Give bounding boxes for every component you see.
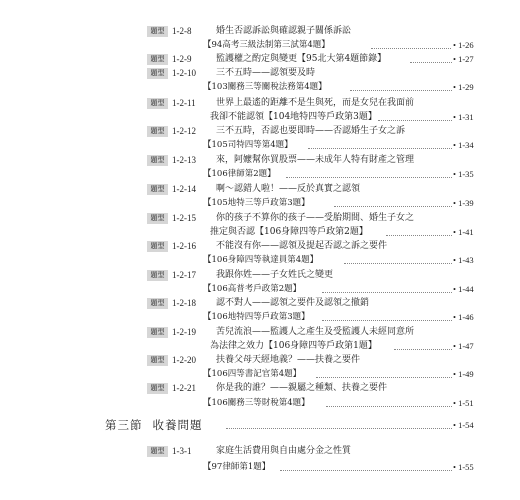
entry-number: 1-3-1 (172, 446, 192, 456)
entry-title: 家庭生活費用與自由處分金之性質 (216, 446, 352, 456)
question-type-tag: 題型 (147, 155, 168, 166)
page-number: • 1-54 (453, 420, 474, 430)
entry-source: 【94高考三級法制第三試第4題】 (203, 40, 330, 50)
entry-source: 【106身障四等執達員第4題】 (203, 255, 319, 265)
question-type-tag: 題型 (147, 270, 168, 281)
page-number: • 1-41 (453, 227, 474, 237)
page-number: • 1-47 (453, 341, 474, 351)
entry-title-continued: 為法律之效力【106身障四等戶政第1題】 (210, 341, 377, 351)
entry-title: 啊～認錯人啦！——反於真實之認領 (216, 184, 361, 194)
page-number: • 1-35 (453, 169, 474, 179)
entry-source: 【106四等書記官第4題】 (203, 369, 302, 379)
entry-title: 不能沒有你——認領及提起否認之訴之要件 (216, 241, 388, 251)
question-type-tag: 題型 (147, 241, 168, 252)
question-type-tag: 題型 (147, 446, 168, 457)
question-type-tag: 題型 (147, 68, 168, 79)
page-number: • 1-46 (453, 312, 474, 322)
entry-source: 【105司特四等第4題】 (203, 140, 293, 150)
entry-title: 你是我的誰？——親屬之種類、扶養之要件 (216, 383, 388, 393)
entry-source: 【106高普考戶政第2題】 (203, 284, 302, 294)
entry-source: 【97律師第1題】 (203, 462, 271, 472)
entry-title: 三不五時，否認也要即時——否認婚生子女之訴 (216, 126, 406, 136)
dot-leader (280, 470, 452, 471)
question-type-tag: 題型 (147, 327, 168, 338)
entry-title-continued: 我卻不能認領【104地特四等戶政第3題】 (210, 112, 377, 122)
entry-title: 扶養父母天經地義？——扶養之要件 (216, 355, 361, 365)
question-type-tag: 題型 (147, 126, 168, 137)
entry-number: 1-2-13 (172, 155, 196, 165)
entry-number: 1-2-20 (172, 355, 196, 365)
entry-number: 1-2-10 (172, 68, 196, 78)
entry-source: 【106律師第2題】 (203, 169, 276, 179)
entry-title: 苦兒流浪——監護人之產生及受監護人未經同意所 (216, 327, 415, 337)
entry-title-continued: 推定與否認【106身障四等戶政第2題】 (210, 227, 368, 237)
entry-title: 世界上最遙的距離不是生與死，而是女兒在我面前 (216, 98, 415, 108)
page-number: • 1-27 (453, 54, 474, 64)
page-number: • 1-39 (453, 198, 474, 208)
entry-number: 1-2-18 (172, 298, 196, 308)
entry-number: 1-2-8 (172, 26, 192, 36)
question-type-tag: 題型 (147, 184, 168, 195)
entry-title: 三不五時——認領要及時 (216, 68, 316, 78)
entry-title: 認不對人——認領之要件及認領之撤銷 (216, 298, 370, 308)
section-name: 收養問題 (152, 418, 203, 432)
page-number: • 1-43 (453, 255, 474, 265)
page-number: • 1-44 (453, 284, 474, 294)
entry-title: 你的孩子不算你的孩子——受胎期間、婚生子女之 (216, 213, 415, 223)
page-number: • 1-31 (453, 112, 474, 122)
question-type-tag: 題型 (147, 213, 168, 224)
entry-number: 1-2-16 (172, 241, 196, 251)
page-number: • 1-49 (453, 369, 474, 379)
page-number: • 1-51 (453, 398, 474, 408)
entry-number: 1-2-19 (172, 327, 196, 337)
question-type-tag: 題型 (147, 298, 168, 309)
entry-number: 1-2-12 (172, 126, 196, 136)
question-type-tag: 題型 (147, 98, 168, 109)
entry-source: 【105地特三等戶政第3題】 (203, 198, 310, 208)
entry-title: 婚生否認訴訟與確認親子關係訴訟 (216, 26, 352, 36)
entry-title: 我跟你姓——子女姓氏之變更 (216, 270, 334, 280)
page-number: • 1-29 (453, 82, 474, 92)
entry-number: 1-2-15 (172, 213, 196, 223)
question-type-tag: 題型 (147, 54, 168, 65)
entry-number: 1-2-11 (172, 98, 196, 108)
entry-source: 【103關務三等關稅法務第4題】 (203, 82, 327, 92)
page-number: • 1-26 (453, 40, 474, 50)
entry-source: 【106地特四等戶政第3題】 (203, 312, 310, 322)
entry-title: 來，阿嬤幫你買股票——未成年人特有財產之管理 (216, 155, 415, 165)
entry-number: 1-2-21 (172, 383, 196, 393)
entry-source: 【106關務三等財稅第4題】 (203, 398, 310, 408)
question-type-tag: 題型 (147, 26, 168, 37)
entry-title: 監護權之酌定與變更【95北大第4題節錄】 (216, 54, 387, 64)
question-type-tag: 題型 (147, 383, 168, 394)
entry-number: 1-2-14 (172, 184, 196, 194)
question-type-tag: 題型 (147, 355, 168, 366)
page-number: • 1-34 (453, 140, 474, 150)
dot-leader (326, 406, 452, 407)
page-number: • 1-55 (453, 462, 474, 472)
entry-number: 1-2-17 (172, 270, 196, 280)
entry-number: 1-2-9 (172, 54, 192, 64)
section-label: 第三節 (105, 418, 143, 432)
